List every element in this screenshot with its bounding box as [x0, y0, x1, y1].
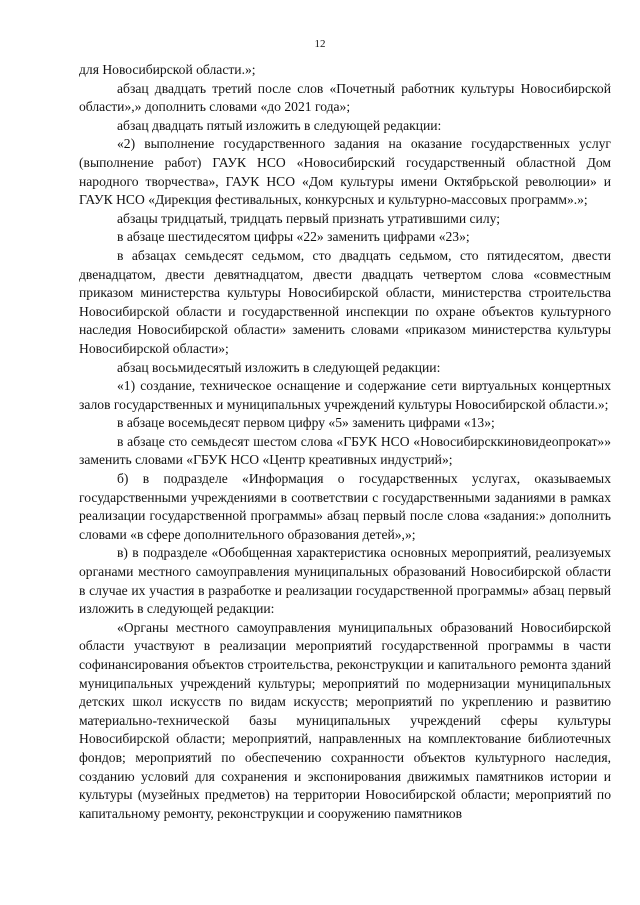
paragraph-subsection-v: в) в подразделе «Обобщенная характеристика основных мероприятий, реализуемых органами местного самоуправления муниципальных образований Новосибирской области в случае их участия в разработке и реализации государственной программы» абзац первый изложить в следующей редакции:	[79, 545, 611, 617]
page-number: 12	[314, 38, 326, 50]
paragraph-abzac-81: в абзаце восемьдесят первом цифру «5» заменить цифрами «13»;	[117, 415, 495, 431]
paragraph-abzac-80-intro: абзац восьмидесятый изложить в следующей редакции:	[117, 359, 441, 375]
paragraph-subsection-b: б) в подразделе «Информация о государственных услугах, оказываемых государственными учреждениями в соответствии с государственными заданиями в рамках реализации государственной программы» абзац первый после слова «задания:» дополнить словами «в сфере дополнительного образования детей»,»;	[79, 471, 611, 542]
paragraph-continuation: для Новосибирской области.»;	[79, 62, 256, 77]
paragraph-new-text: «Органы местного самоуправления муниципальных образований Новосибирской области участвуют в реализации мероприятий государственной программы в части софинансирования объектов строительства, реконструкции и капитального ремонта зданий муниципальных учреждений культуры; мероприятий по модернизации муниципальных детских школ искусств по видам искусств; мероприятий по укреплению и развитию материально-технической базы муниципальных учреждений сферы культуры Новосибирской области; мероприятий, направленных на комплектование библиотечных фондов; мероприятий по обеспечению сохранности объектов культурного наследия, созданию условий для сохранения и экспонирования движимых памятников истории и культуры (музейных предметов) на территории Новосибирской области; мероприятий по капитальному ремонту, реконструкции и сооружению памятников	[79, 619, 611, 821]
document-body	[79, 61, 611, 823]
paragraph-abzac-30-31: абзацы тридцатый, тридцать первый признать утратившими силу;	[117, 210, 501, 226]
paragraph-abzac-77-etc: в абзацах семьдесят седьмом, сто двадцать седьмом, сто пятидесятом, двести двенадцатом, двести девятнадцатом, двести двадцать четвертом слова «совместным приказом министерства культуры Новосибирской области, министерства строительства Новосибирской области и государственной инспекции по охране объектов культурного наследия Новосибирской области» заменить словами «приказом министерства культуры Новосибирской области»;	[79, 247, 611, 356]
paragraph-abzac-25-intro: абзац двадцать пятый изложить в следующей редакции:	[117, 117, 442, 133]
paragraph-abzac-176: в абзаце сто семьдесят шестом слова «ГБУК НСО «Новосибирсккиновидеопрокат»» заменить словами «ГБУК НСО «Центр креативных индустрий»;	[79, 433, 611, 468]
paragraph-abzac-60: в абзаце шестидесятом цифры «22» заменить цифрами «23»;	[117, 229, 470, 245]
paragraph-item-2: «2) выполнение государственного задания на оказание государственных услуг (выполнение работ) ГАУК НСО «Новосибирский государственный областной Дом народного творчества», ГАУК НСО «Дом культуры имени Октябрьской революции» и ГАУК НСО «Дирекция фестивальных, конкурсных и культурно-массовых программ».»;	[79, 136, 611, 208]
paragraph-item-1: «1) создание, техническое оснащение и содержание сети виртуальных концертных залов государственных и муниципальных учреждений культуры Новосибирской области.»;	[79, 378, 611, 412]
paragraph-abzac-23: абзац двадцать третий после слов «Почетный работник культуры Новосибирской области»,» дополнить словами «до 2021 года»;	[79, 80, 611, 115]
